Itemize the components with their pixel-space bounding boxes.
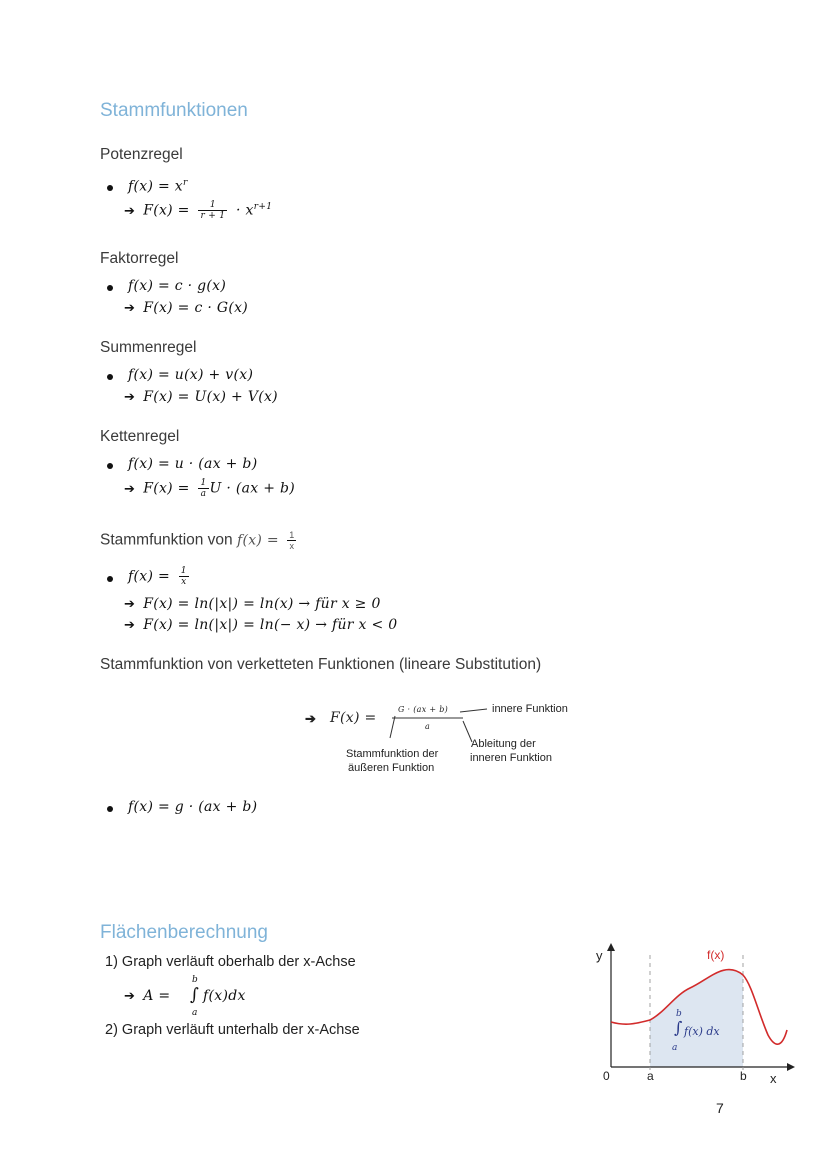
recip-f-den: x: [181, 577, 187, 587]
bullet-icon: [107, 374, 113, 380]
integral-upper-bound: b: [192, 975, 199, 985]
recip-F2-text: F(x) = ln(|x|) = ln(− x) → für x < 0: [143, 617, 398, 633]
summenregel-title: Summenregel: [100, 339, 197, 356]
summen-f: f(x) = u(x) + v(x): [128, 367, 254, 383]
potenz-F: [124, 200, 272, 221]
a-tick-label: a: [647, 1069, 654, 1083]
label-outer-1: Stammfunktion der: [346, 748, 439, 760]
arrow-right-icon: ➔: [124, 481, 136, 497]
ketten-frac-num: 1: [200, 478, 207, 488]
flaechen-formula-lhs: A =: [143, 988, 171, 1004]
b-tick-label: b: [740, 1069, 747, 1083]
bullet-icon: [107, 463, 113, 469]
curve-label: f(x): [707, 948, 725, 962]
potenz-frac-num: 1: [198, 200, 227, 211]
area-graph: [590, 940, 800, 1090]
arrow-right-icon: ➔: [124, 989, 136, 1004]
recip-title: [100, 530, 300, 551]
potenz-fraction: [198, 200, 227, 221]
verkettet-f: f(x) = g · (ax + b): [128, 799, 258, 815]
arrow-right-icon: ➔: [124, 390, 136, 405]
recip-title-math: f(x) =: [236, 532, 279, 549]
area-graph-svg: [590, 940, 800, 1090]
y-label: y: [596, 948, 603, 963]
page-number: 7: [716, 1100, 724, 1116]
verkettet-formula-lhs: F(x) =: [330, 710, 377, 726]
section-title-flaechenberechnung: Flächenberechnung: [100, 922, 268, 943]
integral-body: f(x)dx: [203, 988, 246, 1004]
bullet-icon: [107, 285, 113, 291]
label-derivative-1: Ableitung der: [471, 738, 536, 750]
x-label: x: [770, 1071, 777, 1086]
recip-f: [128, 566, 193, 587]
bullet-icon: [107, 185, 113, 191]
recip-title-num: 1: [289, 530, 295, 540]
potenz-F-lhs: F(x) =: [143, 202, 190, 219]
potenz-f-text: f(x) = x: [128, 178, 183, 195]
graph-integral-sign-icon: ∫: [674, 1018, 683, 1037]
potenz-frac-den: r + 1: [200, 211, 226, 221]
arrow-right-icon: ➔: [124, 597, 136, 612]
arrow-right-icon: ➔: [124, 203, 136, 219]
y-axis-arrow-icon: [607, 943, 615, 951]
summen-F: [124, 389, 278, 405]
bullet-icon: [107, 576, 113, 582]
potenz-F-rhs: · x: [236, 202, 254, 219]
verkettet-title: Stammfunktion von verketteten Funktionen (lineare Substitution): [100, 656, 542, 673]
ketten-frac-den: a: [200, 489, 207, 499]
flaechen-item-2: 2) Graph verläuft unterhalb der x-Achse: [105, 1022, 360, 1038]
recip-title-fraction: [287, 530, 296, 551]
graph-integral-body: f(x) dx: [684, 1025, 720, 1038]
integral-lower-bound: a: [192, 1008, 198, 1018]
recip-f-num: 1: [180, 566, 187, 576]
faktor-F: [124, 300, 248, 316]
arrow-right-icon: ➔: [305, 711, 316, 726]
potenzregel-title: Potenzregel: [100, 146, 183, 163]
graph-integral-upper: b: [676, 1009, 682, 1019]
arrow-right-icon: ➔: [124, 618, 136, 633]
recip-title-text: Stammfunktion von: [100, 531, 237, 549]
ketten-F-lhs: F(x) =: [143, 480, 190, 497]
label-derivative-2: inneren Funktion: [470, 752, 552, 764]
integral-sign-icon: ∫: [190, 985, 200, 1005]
verkettet-formula-num: G · (ax + b): [398, 705, 449, 714]
graph-integral-lower: a: [672, 1043, 678, 1053]
faktorregel-title: Faktorregel: [100, 250, 179, 267]
flaechen-item-1: 1) Graph verläuft oberhalb der x-Achse: [105, 954, 356, 970]
ketten-F-rhs: U · (ax + b): [209, 480, 296, 497]
ketten-F: [124, 478, 295, 499]
ketten-f: f(x) = u · (ax + b): [128, 456, 258, 472]
faktor-f: f(x) = c · g(x): [128, 278, 227, 294]
summen-F-text: F(x) = U(x) + V(x): [143, 389, 278, 405]
potenz-F-exp: r+1: [253, 201, 273, 212]
recip-F1: [124, 596, 381, 612]
recip-f-fraction: [179, 566, 189, 587]
potenz-f-exp: r: [182, 178, 188, 188]
x-axis-arrow-icon: [787, 1063, 795, 1071]
ketten-fraction: [198, 478, 208, 499]
verkettet-formula-den: a: [425, 722, 431, 731]
recip-F1-text: F(x) = ln(|x|) = ln(x) → für x ≥ 0: [143, 596, 381, 612]
arrow-right-icon: ➔: [124, 301, 136, 316]
origin-label: 0: [603, 1069, 610, 1083]
recip-f-lhs: f(x) =: [128, 568, 170, 585]
bullet-icon: [107, 806, 113, 812]
kettenregel-title: Kettenregel: [100, 428, 180, 445]
label-outer-2: äußeren Funktion: [348, 762, 435, 774]
label-inner-function: innere Funktion: [492, 703, 568, 715]
recip-title-den: x: [289, 541, 295, 551]
faktor-F-text: F(x) = c · G(x): [143, 300, 249, 316]
recip-F2: [124, 617, 397, 633]
substitution-diagram: [300, 696, 600, 786]
section-title-stammfunktionen: Stammfunktionen: [100, 100, 248, 121]
flaechen-formula: [124, 988, 170, 1004]
potenz-f: [128, 178, 188, 195]
